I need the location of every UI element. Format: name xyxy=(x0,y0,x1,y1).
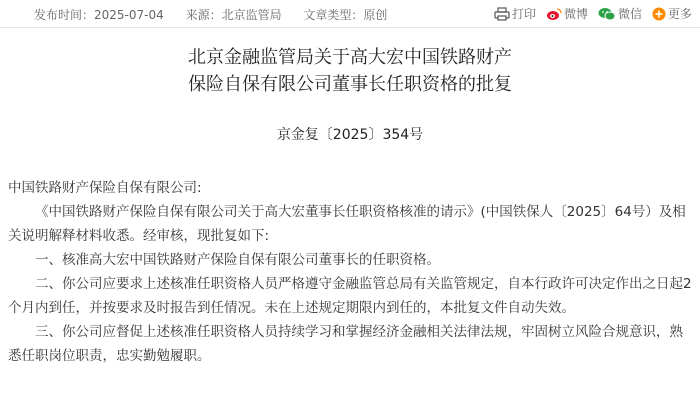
article-meta xyxy=(34,6,405,23)
article-meta-bar xyxy=(0,0,700,28)
plus-circle-icon xyxy=(652,7,666,21)
wechat-icon xyxy=(598,7,616,21)
document-number: 京金复〔2025〕354号 xyxy=(276,127,424,143)
print-button[interactable] xyxy=(494,5,536,22)
wechat-share-button[interactable] xyxy=(598,5,642,22)
weibo-label: 微博 xyxy=(563,7,588,21)
more-share-button[interactable] xyxy=(652,5,692,22)
title-line-2: 保险自保有限公司董事长任职资格的批复 xyxy=(188,74,512,95)
paragraph-item-1: 一、核准高大宏中国铁路财产保险自保有限公司董事长的任职资格。 xyxy=(35,252,440,268)
publish-date: 发布时间：2025-07-04 xyxy=(34,8,164,22)
printer-icon xyxy=(494,7,510,21)
weibo-share-button[interactable] xyxy=(546,5,588,22)
wechat-label: 微信 xyxy=(617,7,642,21)
share-toolbar xyxy=(484,5,692,22)
paragraph-request: 《中国铁路财产保险自保有限公司关于高大宏董事长任职资格核准的请示》(中国铁保人〔2025〕64号）及相关说明解释材料收悉。经审核，现批复如下: xyxy=(8,204,686,244)
article-source: 来源：北京监管局 xyxy=(185,8,282,22)
weibo-icon xyxy=(546,7,562,21)
article-type: 文章类型：原创 xyxy=(303,8,388,22)
page-title xyxy=(0,44,700,98)
print-label: 打印 xyxy=(511,7,536,21)
document-body xyxy=(8,176,694,368)
paragraph-item-2: 二、你公司应要求上述核准任职资格人员严格遵守金融监管总局有关监管规定，自本行政许可决定作出之日起2个月内到任，并按要求及时报告到任情况。未在上述规定期限内到任的，本批复文件自动失效。 xyxy=(8,276,692,316)
title-line-1: 北京金融监管局关于高大宏中国铁路财产 xyxy=(188,47,512,68)
addressee: 中国铁路财产保险自保有限公司: xyxy=(8,180,202,196)
paragraph-item-3: 三、你公司应督促上述核准任职资格人员持续学习和掌握经济金融相关法律法规，牢固树立风险合规意识，熟悉任职岗位职责，忠实勤勉履职。 xyxy=(8,324,683,364)
more-label: 更多 xyxy=(667,7,692,21)
